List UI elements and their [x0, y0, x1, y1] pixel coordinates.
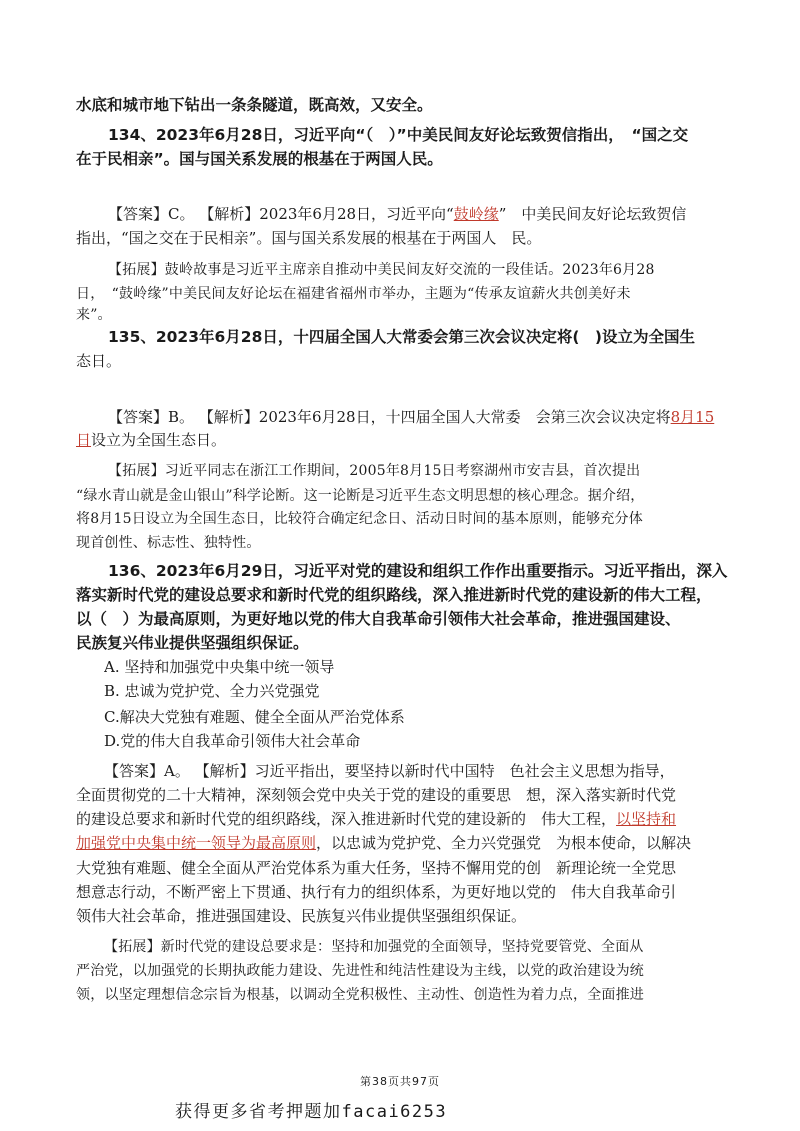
question-135-line-2: 态日。	[76, 352, 122, 370]
extension-136-line-3: 领，以坚定理想信念宗旨为根基，以调动全党积极性、主动性、创造性为着力点，全面推进	[76, 987, 644, 1003]
question-136-line-2: 落实新时代党的建设总要求和新时代党的组织路线，深入推进新时代党的建设新的伟大工程，	[76, 586, 712, 604]
answer-136-line-6: 想意志行动，不断严密上下贯通、执行有力的组织体系，为更好地以党的 伟大自我革命引	[76, 883, 677, 901]
extension-136-line-2: 严治党，以加强党的长期执政能力建设、先进性和纯洁性建设为主线，以党的政治建设为统	[76, 963, 644, 979]
answer-text: 的建设总要求和新时代党的组织路线，深入推进新时代党的建设新的 伟大工程，	[76, 810, 617, 828]
extension-135-line-1: 【拓展】习近平同志在浙江工作期间，2005年8月15日考察湖州市安吉县，首次提出	[108, 463, 641, 479]
answer-136-line-2: 全面贯彻党的二十大精神，深刻领会党中央关于党的建设的重要思 想，深入落实新时代党	[76, 786, 677, 804]
extension-136-line-1: 【拓展】新时代党的建设总要求是：坚持和加强党的全面领导，坚持党要管党、全面从	[104, 939, 644, 955]
highlighted-answer: 鼓岭缘	[453, 205, 499, 223]
page-number: 第38页共97页	[360, 1075, 440, 1088]
extension-135-line-3: 将8月15日设立为全国生态日，比较符合确定纪念日、活动日时间的基本原则，能够充分体	[76, 511, 643, 527]
option-c: C.解决大党独有难题、健全全面从严治党体系	[104, 708, 405, 726]
promo-text: 获得更多省考押题加facai6253	[175, 1102, 448, 1122]
option-b: B. 忠诚为党护党、全力兴党强党	[104, 682, 320, 700]
extension-134-line-3: 来”。	[76, 307, 112, 323]
highlighted-answer: 以坚持和	[616, 810, 677, 828]
option-a: A. 坚持和加强党中央集中统一领导	[104, 658, 335, 676]
option-d: D.党的伟大自我革命引领伟大社会革命	[104, 732, 361, 750]
extension-134-line-2: 日， “鼓岭缘”中美民间友好论坛在福建省福州市举办，主题为“传承友谊薪火共创美好未	[76, 286, 631, 302]
answer-135-line-2	[76, 429, 748, 451]
answer-text: ，以忠诚为党护党、全力兴党强党 为根本使命，以解决	[316, 834, 692, 852]
question-136-line-4: 民族复兴伟业提供坚强组织保证。	[76, 634, 309, 652]
answer-136-line-3	[76, 808, 748, 830]
extension-135-line-2: “绿水青山就是金山银山”科学论断。这一论断是习近平生态文明思想的核心理念。据介绍，	[76, 488, 645, 504]
answer-136-line-1: 【答案】A。 【解析】习近平指出，要坚持以新时代中国特 色社会主义思想为指导，	[104, 762, 675, 780]
question-134-line-1: 134、2023年6月28日，习近平向“（ ）”中美民间友好论坛致贺信指出， “国之交	[108, 126, 689, 144]
question-135-line-1: 135、2023年6月28日，十四届全国人大常委会第三次会议决定将( )设立为全国生	[108, 328, 696, 346]
answer-135-line-1	[108, 406, 780, 428]
question-136-line-3: 以（ ）为最高原则，为更好地以党的伟大自我革命引领伟大社会革命，推进强国建设、	[76, 610, 681, 628]
highlighted-answer: 加强党中央集中统一领导为最高原则	[76, 834, 317, 852]
answer-text: 【答案】C。 【解析】2023年6月28日，习近平向“	[108, 205, 454, 223]
extension-135-line-4: 现首创性、标志性、独特性。	[76, 535, 261, 551]
question-136-line-1: 136、2023年6月29日，习近平对党的建设和组织工作作出重要指示。习近平指出，深入	[108, 562, 728, 580]
answer-134-line-2: 指出，“国之交在于民相亲”。国与国关系发展的根基在于两国人 民。	[76, 229, 542, 247]
answer-136-line-7: 领伟大社会革命，推进强国建设、民族复兴伟业提供坚强组织保证。	[76, 907, 527, 925]
extension-134-line-1: 【拓展】鼓岭故事是习近平主席亲自推动中美民间友好交流的一段佳话。2023年6月28	[108, 262, 655, 278]
answer-text: 设立为全国生态日。	[91, 431, 227, 449]
question-134-line-2: 在于民相亲”。国与国关系发展的根基在于两国人民。	[76, 150, 443, 168]
answer-text: ” 中美民间友好论坛致贺信	[498, 205, 687, 223]
answer-text: 【答案】B。 【解析】2023年6月28日，十四届全国人大常委 会第三次会议决定将	[108, 408, 671, 426]
highlighted-answer: 8月15	[670, 408, 715, 426]
text-line: 水底和城市地下钻出一条条隧道，既高效，又安全。	[76, 96, 433, 114]
answer-136-line-4	[76, 832, 748, 854]
highlighted-answer: 日	[76, 431, 92, 449]
answer-134-line-1	[108, 203, 780, 225]
answer-136-line-5: 大党独有难题、健全全面从严治党体系为重大任务，坚持不懈用党的创 新理论统一全党思	[76, 859, 677, 877]
